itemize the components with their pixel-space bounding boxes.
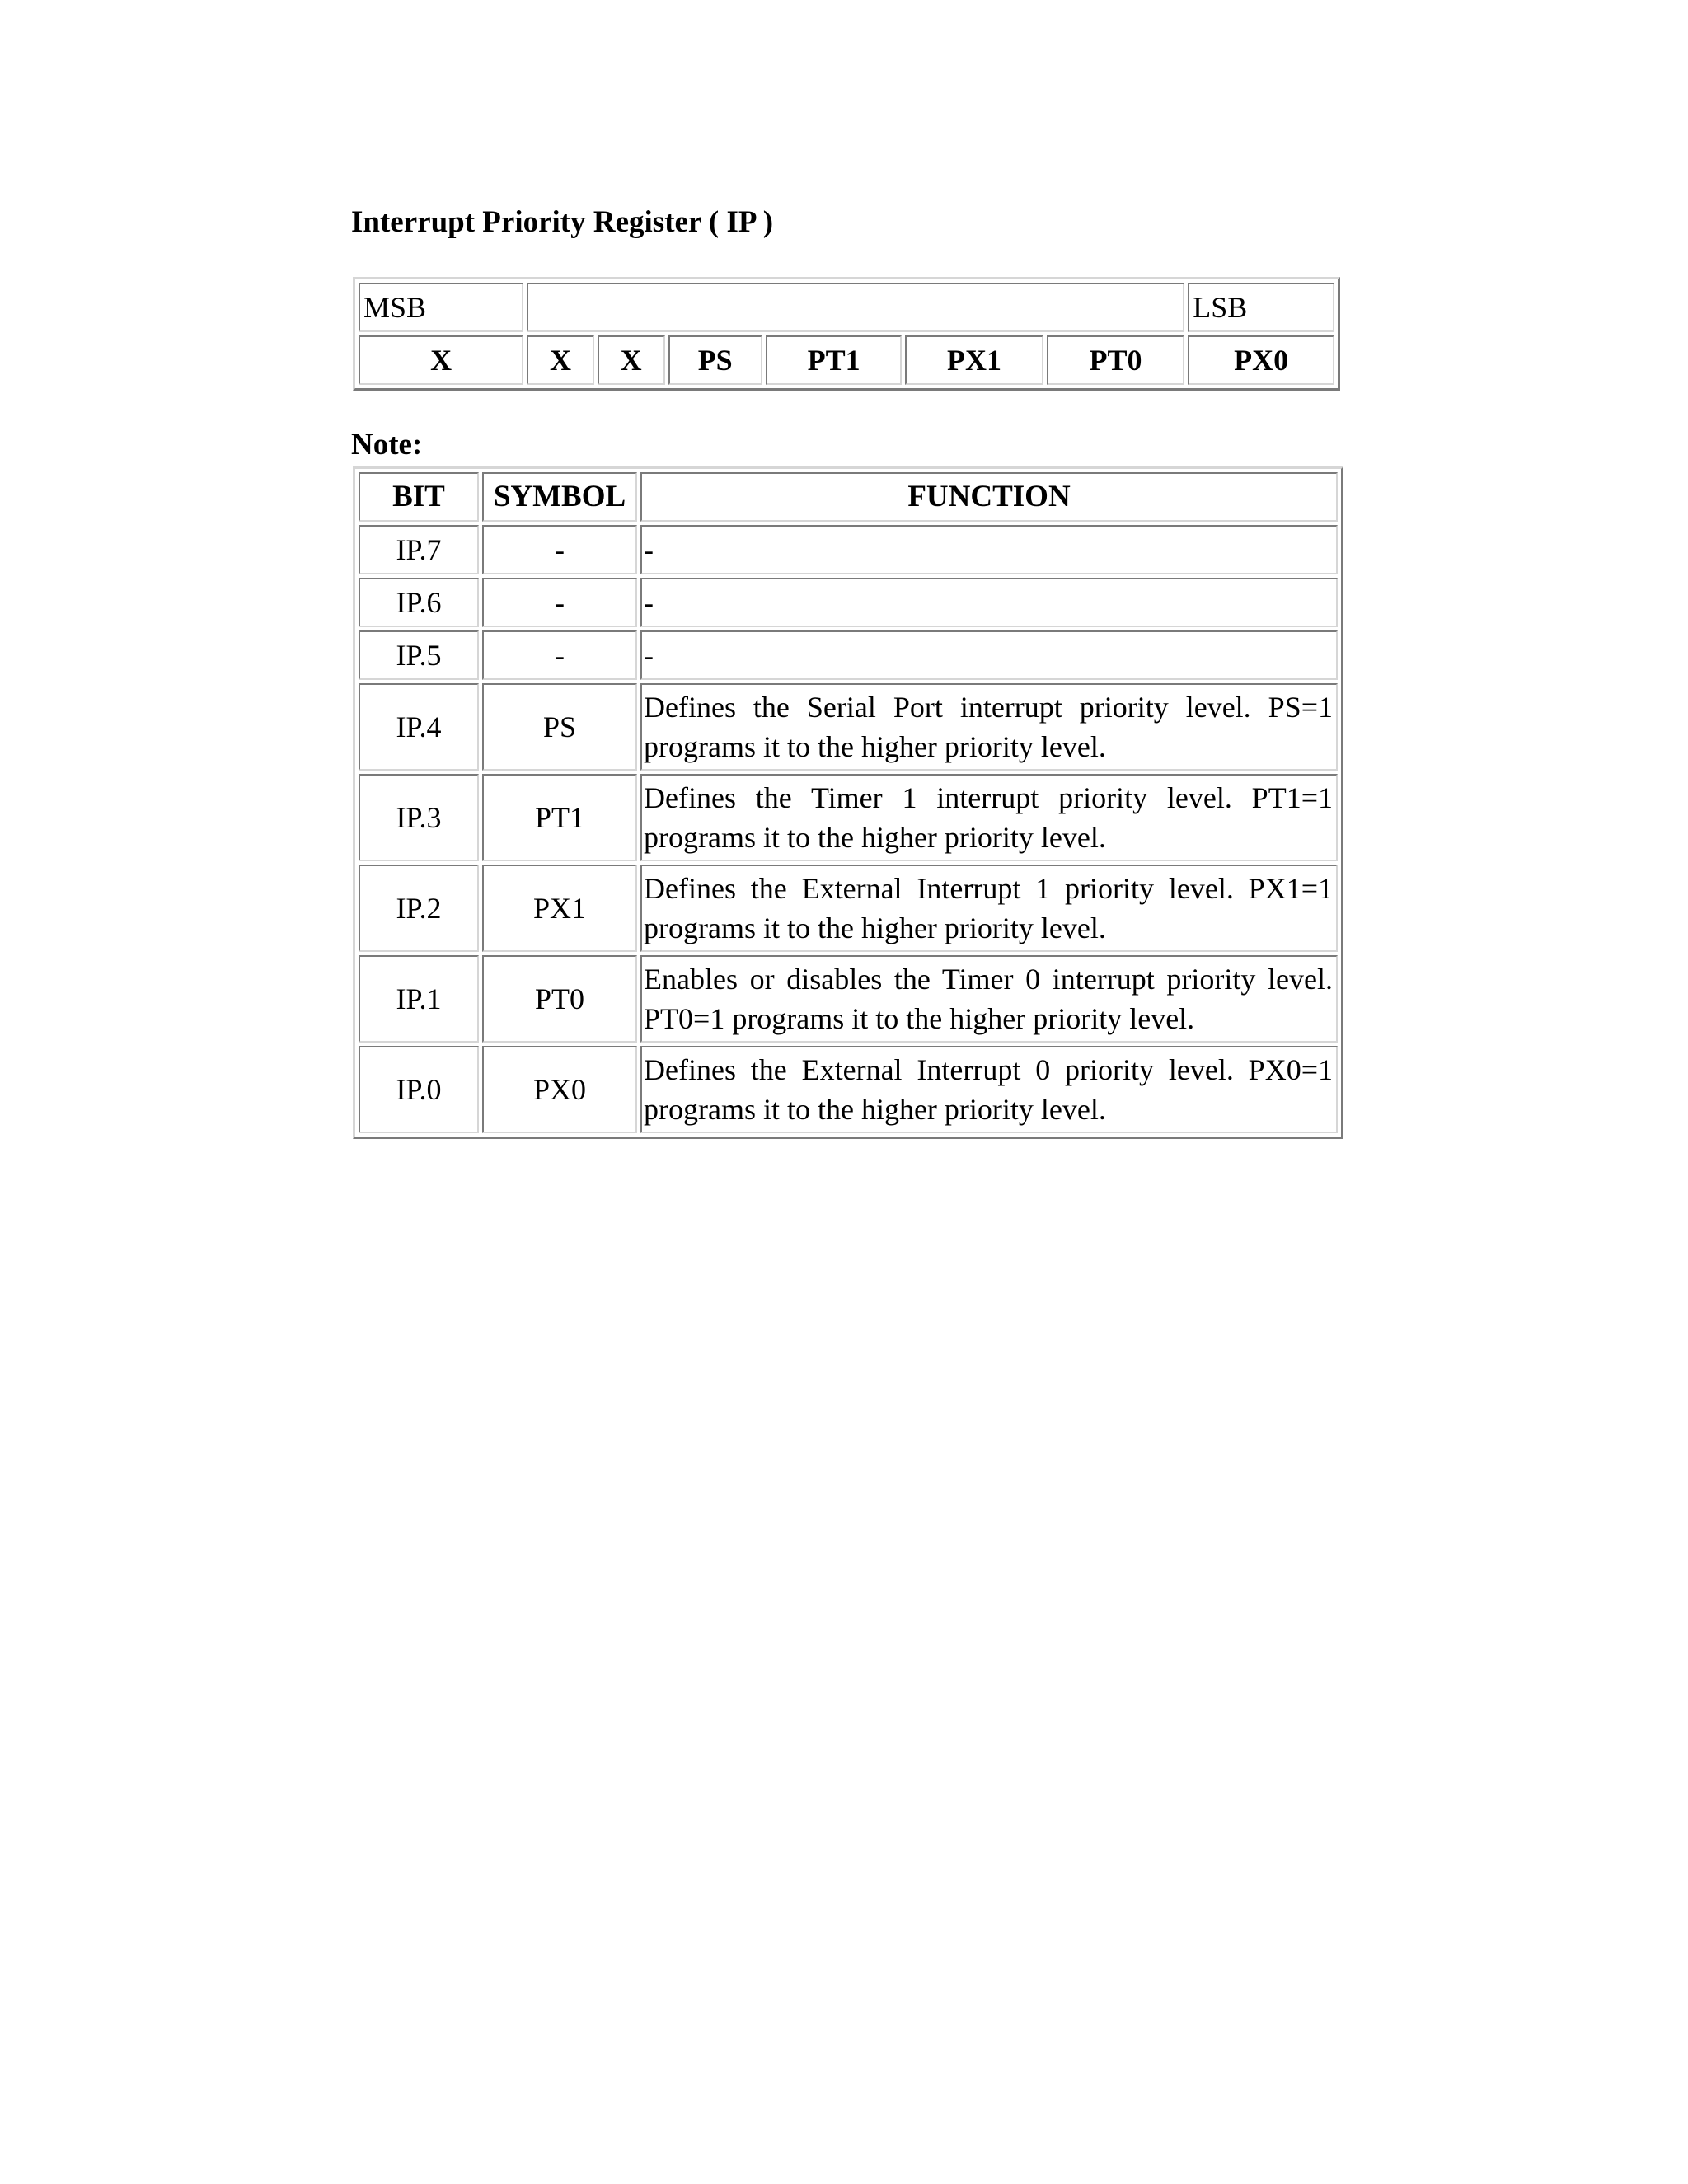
symbol-cell: PT1: [482, 774, 637, 861]
header-bit: BIT: [359, 472, 479, 522]
table-row: [359, 578, 1338, 627]
symbol-cell: -: [482, 578, 637, 627]
page-title: Interrupt Priority Register ( IP ): [351, 205, 774, 239]
table-row: [359, 1046, 1338, 1133]
function-cell: -: [640, 525, 1338, 574]
bit-function-table: [353, 466, 1343, 1139]
register-bit-4: PS: [668, 335, 762, 385]
function-cell: -: [640, 578, 1338, 627]
function-cell: Defines the External Interrupt 0 priority level. PX0=1 programs it to the higher priority level.: [640, 1046, 1338, 1133]
register-bit-7: X: [359, 335, 523, 385]
register-header-row: [359, 283, 1334, 332]
register-bit-2: PX1: [905, 335, 1043, 385]
table-row: [359, 865, 1338, 952]
register-bit-0: PX0: [1188, 335, 1334, 385]
symbol-cell: PS: [482, 683, 637, 771]
header-function: FUNCTION: [640, 472, 1338, 522]
bit-cell: IP.4: [359, 683, 479, 771]
bit-cell: IP.7: [359, 525, 479, 574]
table-row: [359, 955, 1338, 1043]
bit-cell: IP.2: [359, 865, 479, 952]
table-row: [359, 774, 1338, 861]
bit-cell: IP.5: [359, 630, 479, 680]
register-bit-1: PT0: [1047, 335, 1184, 385]
register-bit-3: PT1: [766, 335, 902, 385]
function-cell: Defines the Timer 1 interrupt priority level. PT1=1 programs it to the higher priority level.: [640, 774, 1338, 861]
function-cell: Enables or disables the Timer 0 interrupt priority level. PT0=1 programs it to the higher priority level.: [640, 955, 1338, 1043]
table-row: [359, 683, 1338, 771]
bit-cell: IP.0: [359, 1046, 479, 1133]
function-cell: Defines the External Interrupt 1 priority level. PX1=1 programs it to the higher priority level.: [640, 865, 1338, 952]
bit-cell: IP.6: [359, 578, 479, 627]
function-cell: -: [640, 630, 1338, 680]
function-cell: Defines the Serial Port interrupt priority level. PS=1 programs it to the higher priority level.: [640, 683, 1338, 771]
symbol-cell: PT0: [482, 955, 637, 1043]
symbol-cell: -: [482, 525, 637, 574]
register-bit-table: [353, 277, 1340, 391]
register-bit-5: X: [598, 335, 665, 385]
table-header-row: [359, 472, 1338, 522]
symbol-cell: PX0: [482, 1046, 637, 1133]
header-symbol: SYMBOL: [482, 472, 637, 522]
lsb-label: LSB: [1188, 283, 1334, 332]
table-row: [359, 630, 1338, 680]
register-bit-6: X: [527, 335, 594, 385]
symbol-cell: -: [482, 630, 637, 680]
symbol-cell: PX1: [482, 865, 637, 952]
bit-cell: IP.3: [359, 774, 479, 861]
register-bits-row: [359, 335, 1334, 385]
msb-label: MSB: [359, 283, 523, 332]
note-label: Note:: [351, 428, 423, 462]
register-spacer-cell: [527, 283, 1184, 332]
bit-cell: IP.1: [359, 955, 479, 1043]
table-row: [359, 525, 1338, 574]
